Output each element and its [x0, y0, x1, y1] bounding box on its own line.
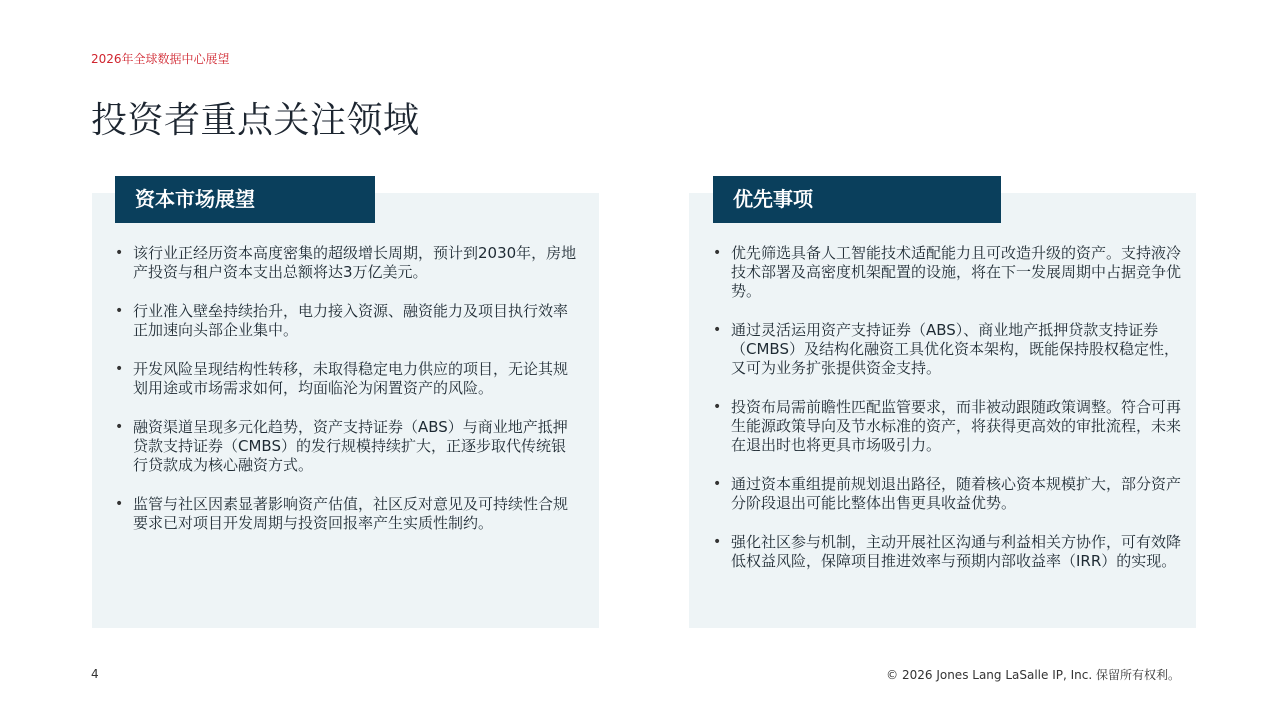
priorities-heading: 优先事项	[713, 176, 1001, 223]
list-item: • 强化社区参与机制，主动开展社区沟通与利益相关方协作，可有效降低权益风险，保障项目推进效率与预期内部收益率（IRR）的实现。	[713, 533, 1181, 571]
list-item: • 开发风险呈现结构性转移，未取得稳定电力供应的项目，无论其规划用途或市场需求如何，均面临沦为闲置资产的风险。	[115, 360, 577, 398]
capital-markets-heading: 资本市场展望	[115, 176, 375, 223]
list-item: • 投资布局需前瞻性匹配监管要求，而非被动跟随政策调整。符合可再生能源政策导向及节水标准的资产，将获得更高效的审批流程，未来在退出时也将更具市场吸引力。	[713, 398, 1181, 455]
list-item: • 监管与社区因素显著影响资产估值，社区反对意见及可持续性合规要求已对项目开发周期与投资回报率产生实质性制约。	[115, 495, 577, 533]
priorities-panel	[689, 187, 1196, 628]
list-item: • 行业准入壁垒持续抬升，电力接入资源、融资能力及项目执行效率正加速向头部企业集中。	[115, 302, 577, 340]
list-item: • 优先筛选具备人工智能技术适配能力且可改造升级的资产。支持液冷技术部署及高密度机架配置的设施，将在下一发展周期中占据竞争优势。	[713, 244, 1181, 301]
capital-markets-list	[115, 244, 577, 553]
page-number: 4	[91, 667, 99, 681]
copyright-notice: © 2026 Jones Lang LaSalle IP, Inc. 保留所有权利。	[886, 668, 1180, 682]
list-item: • 融资渠道呈现多元化趋势，资产支持证券（ABS）与商业地产抵押贷款支持证券（CMBS）的发行规模持续扩大，正逐步取代传统银行贷款成为核心融资方式。	[115, 418, 577, 475]
list-item: • 通过灵活运用资产支持证券（ABS）、商业地产抵押贷款支持证券（CMBS）及结构化融资工具优化资本架构，既能保持股权稳定性，又可为业务扩张提供资金支持。	[713, 321, 1181, 378]
list-item: • 该行业正经历资本高度密集的超级增长周期，预计到2030年，房地产投资与租户资本支出总额将达3万亿美元。	[115, 244, 577, 282]
page-title: 投资者重点关注领域	[91, 100, 420, 141]
eyebrow-label: 2026年全球数据中心展望	[91, 52, 230, 66]
capital-markets-panel	[92, 187, 599, 628]
priorities-list	[713, 244, 1181, 591]
list-item: • 通过资本重组提前规划退出路径，随着核心资本规模扩大，部分资产分阶段退出可能比整体出售更具收益优势。	[713, 475, 1181, 513]
